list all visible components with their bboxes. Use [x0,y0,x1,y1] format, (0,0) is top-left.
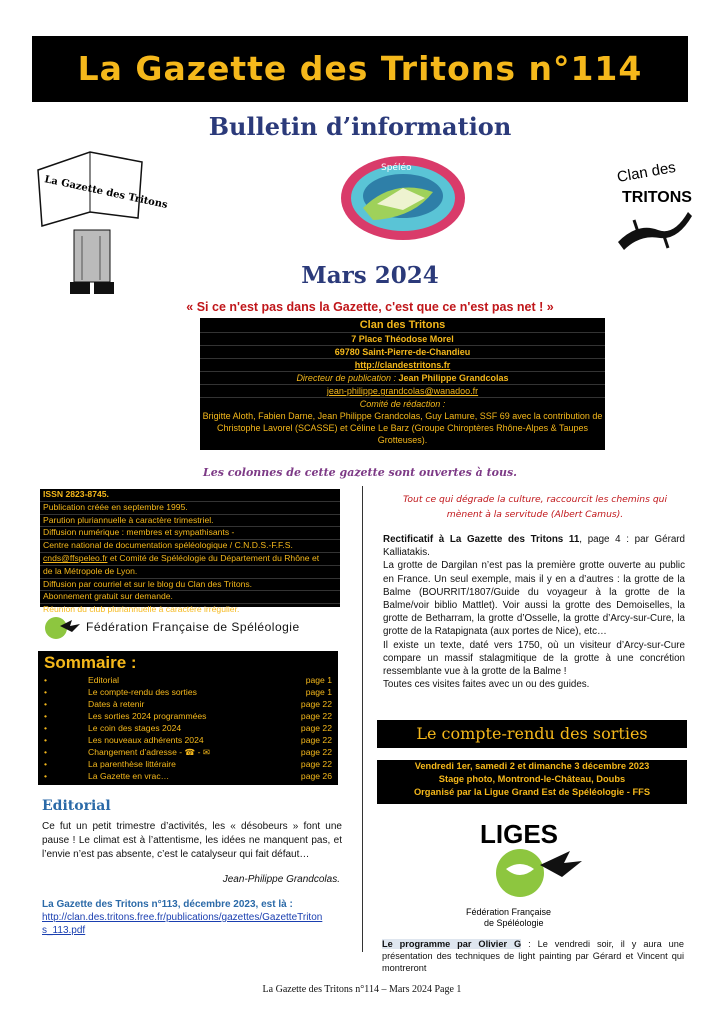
bullet: • [44,711,48,721]
sommaire-item[interactable] [38,735,338,746]
sommaire-label: Les nouveaux adhérents 2024 [88,735,204,745]
sommaire-title: Sommaire : [44,653,137,672]
clan-logo-line1: Clan des [615,158,677,186]
liges-name: LIGES [480,819,559,849]
bullet: • [44,675,48,685]
issn-line: Réunion du club pluriannuelle à caractère irrégulier. [43,604,240,615]
rectificatif-p2: Il existe un texte, daté vers 1750, où un visiteur d’Arcy-sur-Cure compare un massif stalagmitique de la grotte à une concrétion ressemblante vue à la grotte de la Balme ! [383,639,685,678]
rectificatif-heading: Rectificatif à La Gazette des Tritons 11 [383,534,580,545]
sommaire-label: La Gazette en vrac… [88,771,170,781]
ffs-logo [42,614,342,642]
ffs-name: Fédération Française de Spéléologie [86,620,300,634]
sommaire-page: page 22 [300,747,332,757]
issn-line: Diffusion numérique : membres et sympathisants - [40,527,340,540]
director-label: Directeur de publication : [296,373,396,383]
clan-logo-line2: TRITONS [622,189,692,206]
sommaire-label: Changement d’adresse - ☎ - ✉ [88,747,211,757]
editorial-heading: Editorial [42,798,111,814]
bullet: • [44,747,48,757]
sommaire-page: page 22 [300,723,332,733]
reader-drawing-text-1: La Gazette des Tritons [43,174,169,212]
rectificatif-heading-rest: , page 4 : par Gérard Kalliatakis. [383,534,685,559]
previous-issue-ref [42,898,342,937]
column-divider [362,486,363,952]
bullet: • [44,759,48,769]
committee-line-3: Grotteuses). [377,435,428,445]
previous-issue-link[interactable]: http://clan.des.tritons.free.fr/publications/gazettes/GazetteTriton [42,912,323,923]
club-street: 7 Place Théodose Morel [200,333,605,346]
sommaire-label: Les sorties 2024 programmées [88,711,207,721]
sommaire-item[interactable] [38,687,338,698]
bullet: • [44,735,48,745]
speleo-logo-text: Spéléo [381,163,412,173]
quote-line-2: mènent à la servitude (Albert Camus). [446,509,624,520]
ffs-bat-icon [42,614,82,642]
sommaire-page: page 22 [300,699,332,709]
sommaire-page: page 26 [300,771,332,781]
sommaire-item[interactable] [38,723,338,734]
bullet: • [44,771,48,781]
rectificatif-heading-row [383,533,685,559]
sommaire-label: Dates à retenir [88,699,145,709]
programme-text [382,938,684,974]
editorial-text: Ce fut un petit trimestre d’activités, les « désobeurs » font une pause ! Le climat est à l’attentisme, les idées ne manquent pas, et l’envie n’est pas absente, c’est le catalyseur qui fait défaut… [42,821,342,860]
liges-sub2: de Spéléologie [484,918,544,928]
sommaire-label: Editorial [88,675,120,685]
issn-line: Abonnement gratuit sur demande. [40,591,340,604]
reader-drawing [30,140,169,300]
issn-line: ISSN 2823-8745. [40,489,340,502]
sommaire-label: Le compte-rendu des sorties [88,687,197,697]
sommaire-page: page 1 [305,675,332,685]
programme-heading: Le programme par Olivier G [382,939,522,949]
issn-box [40,489,340,615]
programme-body: : Le vendredi soir, il y aura une présentation des techniques de light painting par Gérard et Vincent qui montreront [382,939,684,973]
trip-organizer: Organisé par la Ligue Grand Est de Spéléologie - FFS [413,787,651,797]
rectificatif-p1: La grotte de Dargilan n’est pas la première grotte ouverte au public en France. Un seul exemple, mais il y en a d’autres : la grotte de la Balme (BOURRIT/1807/Guide du voyageur à la grotte de la Balme/voir biblio Mattlet). Voir aussi la grotte des Demoiselles, la grotte de Betharram, la grotte d’Osselle, la grotte d’Arcy-sur-Cure, la grotte de la Ratapignata (aux portes de Nice), etc… [383,560,685,638]
page-footer: La Gazette des Tritons n°114 – Mars 2024 Page 1 [262,984,462,995]
previous-issue-link-cont[interactable]: s_113.pdf [42,925,86,936]
liges-logo [440,815,620,935]
previous-issue-title: La Gazette des Tritons n°113, décembre 2023, est là : [42,899,293,910]
sommaire-page: page 22 [300,711,332,721]
trip-dates: Vendredi 1er, samedi 2 et dimanche 3 décembre 2023 [414,761,650,771]
director-name: Jean Philippe Grandcolas [398,373,509,383]
sommaire-box [38,651,338,785]
gazette-motto: « Si ce n'est pas dans la Gazette, c'est que ce n'est pas net ! » [186,300,554,314]
issn-line: Diffusion par courriel et sur le blog du Clan des Tritons. [40,579,340,592]
sommaire-item[interactable] [38,711,338,722]
committee-label: Comité de rédaction : [359,399,446,409]
issn-line: Centre national de documentation spéléologique / C.N.D.S.-F.F.S. [40,540,340,553]
club-name: Clan des Tritons [200,318,605,333]
director-email-link[interactable]: jean-philippe.grandcolas@wanadoo.fr [200,385,605,398]
sommaire-item[interactable] [38,699,338,710]
bulletin-subtitle: Bulletin d’information [208,112,512,141]
committee-line-1: Brigitte Aloth, Fabien Darne, Jean Philippe Grandcolas, Guy Lamure, SSF 69 avec la contribution de [202,411,603,421]
sommaire-label: Le coin des stages 2024 [88,723,182,733]
cnds-email-link[interactable]: cnds@ffspeleo.fr [43,552,108,563]
clan-tritons-logo [608,160,698,256]
sommaire-item[interactable] [38,759,338,770]
sommaire-item[interactable] [38,675,338,686]
compte-rendu-title: Le compte-rendu des sorties [416,724,648,743]
bullet: • [44,687,48,697]
issn-line-rest: et Comité de Spéléologie du Département du Rhône et [109,552,320,563]
quote-line-1: Tout ce qui dégrade la culture, raccourcit les chemins qui [402,494,668,505]
camus-quote [390,492,680,522]
contact-box [200,318,605,450]
issn-line: de la Métropole de Lyon. [40,566,340,579]
issn-line: Publication créée en septembre 1995. [40,502,340,515]
issn-line: Parution pluriannuelle à caractère trimestriel. [40,515,340,528]
bullet: • [44,723,48,733]
liges-sub1: Fédération Française [466,907,552,917]
committee-line-2: Christophe Lavorel (SCASSE) et Céline Le Barz (Groupe Chiroptères Rhône-Alpes & Taupes [216,423,589,433]
trip-header [377,760,687,804]
club-website-link[interactable]: http://clandestritons.fr [200,359,605,372]
sommaire-page: page 22 [300,759,332,769]
editorial-signature: Jean-Philippe Grandcolas. [222,874,340,885]
bullet: • [44,699,48,709]
issn-line-email [40,553,340,566]
issue-month: Mars 2024 [301,262,439,289]
trip-place: Stage photo, Montrond-le-Château, Doubs [438,774,626,784]
open-columns-note: Les colonnes de cette gazette sont ouvertes à tous. [202,466,518,479]
rectificatif-article [383,533,685,691]
director-row [200,372,605,385]
club-city: 69780 Saint-Pierre-de-Chandieu [200,346,605,359]
speleo-logo [333,148,473,252]
rectificatif-p3: Toutes ces visites faites avec un ou des guides. [383,679,590,691]
sommaire-page: page 1 [305,687,332,697]
gazette-title: La Gazette des Tritons n°114 [77,49,643,88]
sommaire-page: page 22 [300,735,332,745]
sommaire-label: La parenthèse littéraire [88,759,176,769]
sommaire-item[interactable] [38,747,338,758]
sommaire-item[interactable] [38,771,338,782]
